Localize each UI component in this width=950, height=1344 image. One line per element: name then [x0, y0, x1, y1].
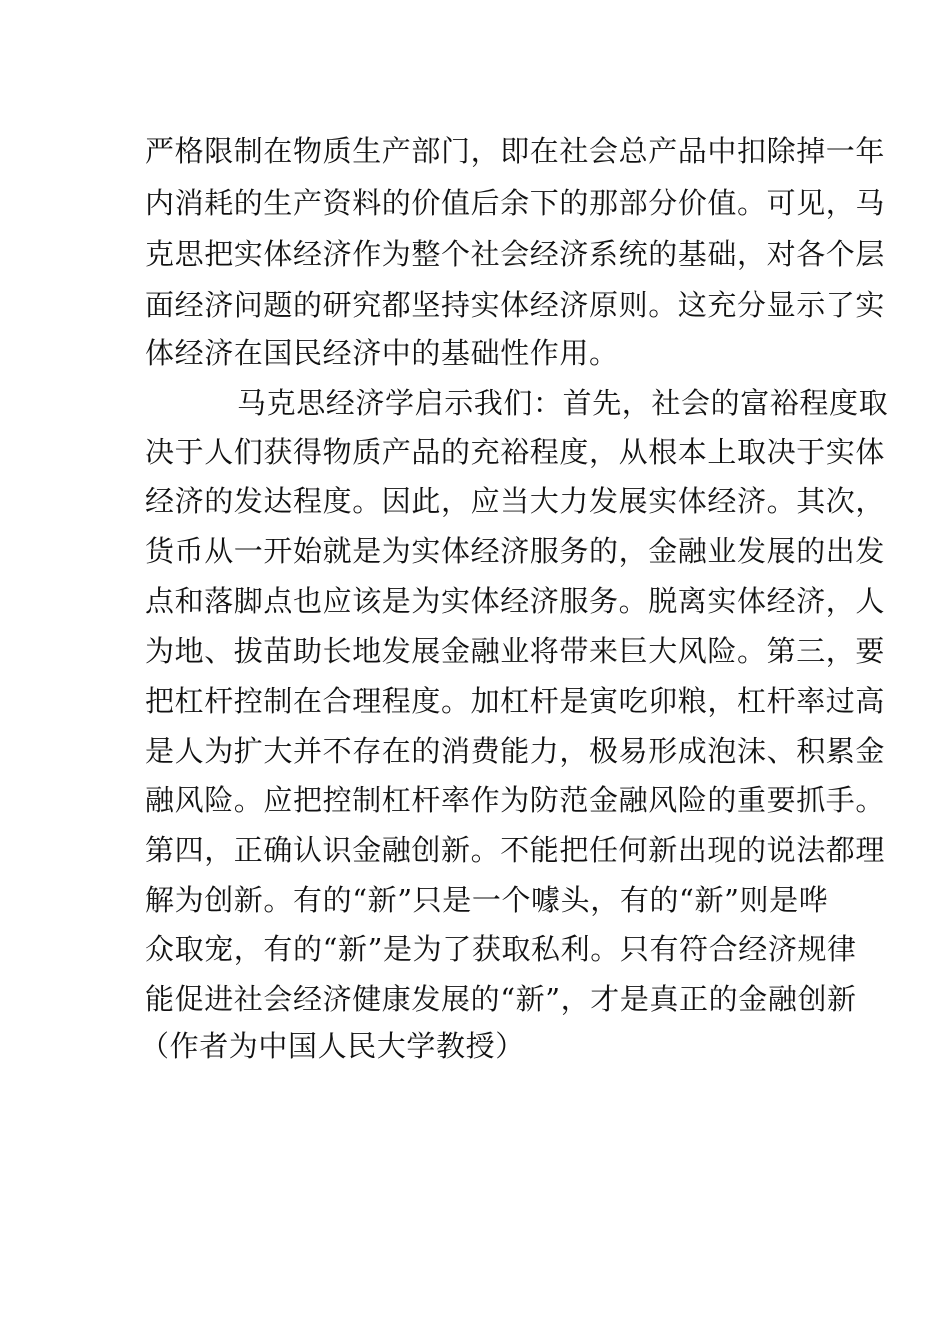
paragraph-line: 第四，正确认识金融创新。不能把任何新出现的说法都理 [145, 833, 886, 867]
paragraph-line: 是人为扩大并不存在的消费能力，极易形成泡沫、积累金 [145, 734, 886, 768]
paragraph-line: 马克思经济学启示我们：首先，社会的富裕程度取 [237, 386, 889, 420]
paragraph-line: 严格限制在物质生产部门，即在社会总产品中扣除掉一年 [145, 134, 886, 168]
paragraph-line: 经济的发达程度。因此，应当大力发展实体经济。其次， [145, 484, 886, 518]
paragraph-line: 货币从一开始就是为实体经济服务的，金融业发展的出发 [145, 534, 886, 568]
paragraph-line: 把杠杆控制在合理程度。加杠杆是寅吃卯粮，杠杆率过高 [145, 684, 886, 718]
paragraph-line: 解为创新。有的“新”只是一个噱头，有的“新”则是哗 [145, 883, 829, 917]
author-note: （作者为中国人民大学教授） [140, 1029, 525, 1063]
paragraph-line: 能促进社会经济健康发展的“新”，才是真正的金融创新 [145, 982, 857, 1016]
paragraph-line: 点和落脚点也应该是为实体经济服务。脱离实体经济，人 [145, 584, 886, 618]
paragraph-line: 众取宠，有的“新”是为了获取私利。只有符合经济规律 [145, 932, 857, 966]
paragraph-line: 克思把实体经济作为整个社会经济系统的基础，对各个层 [145, 237, 886, 271]
paragraph-line: 面经济问题的研究都坚持实体经济原则。这充分显示了实 [145, 288, 886, 322]
paragraph-line: 内消耗的生产资料的价值后余下的那部分价值。可见，马 [145, 186, 886, 220]
paragraph-line: 决于人们获得物质产品的充裕程度，从根本上取决于实体 [145, 435, 886, 469]
paragraph-line: 为地、拔苗助长地发展金融业将带来巨大风险。第三，要 [145, 634, 886, 668]
paragraph-line: 体经济在国民经济中的基础性作用。 [145, 336, 619, 370]
paragraph-line: 融风险。应把控制杠杆率作为防范金融风险的重要抓手。 [145, 783, 886, 817]
